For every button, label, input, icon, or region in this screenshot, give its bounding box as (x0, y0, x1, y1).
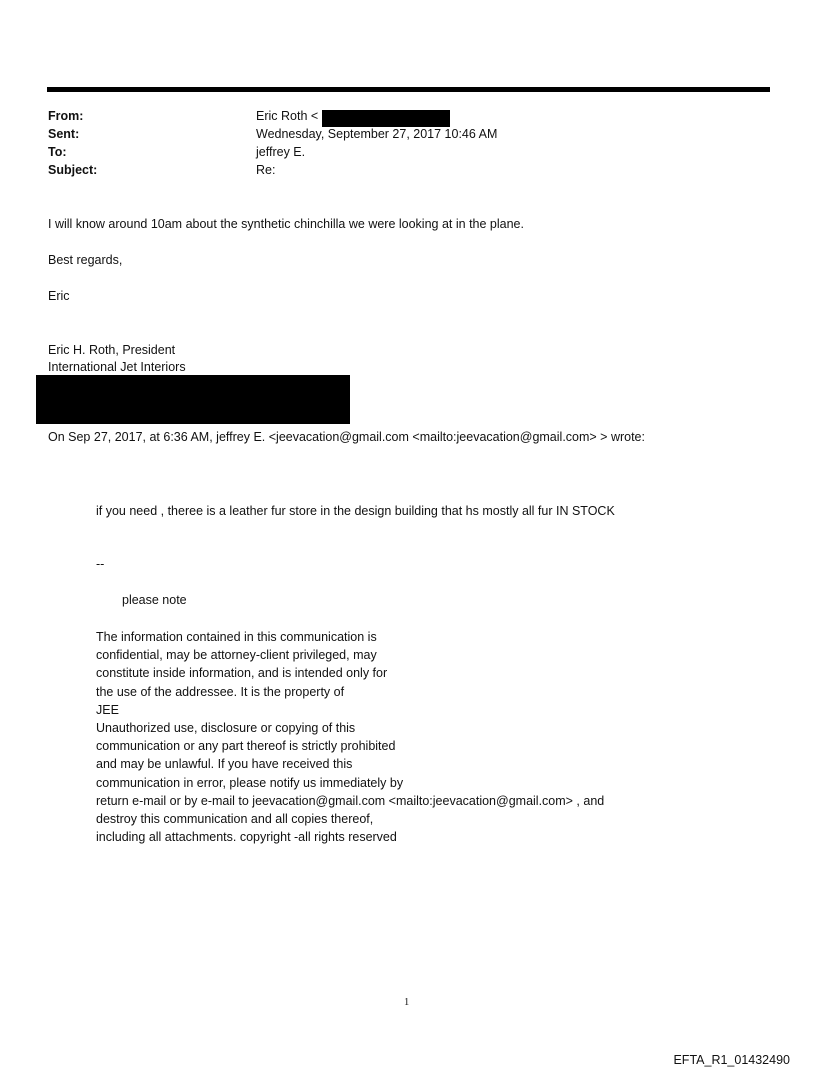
page-number: 1 (404, 997, 410, 1008)
redaction-signature-block (36, 375, 350, 424)
document-id: EFTA_R1_01432490 (673, 1053, 790, 1067)
disclaimer-block (96, 628, 604, 846)
disclaimer-line: The information contained in this communication is (96, 630, 377, 644)
disclaimer-line: destroy this communication and all copies thereof, (96, 811, 374, 826)
quote-separator: -- (96, 557, 105, 571)
disclaimer-line: including all attachments. copyright -all rights reserved (96, 830, 397, 845)
disclaimer-line: communication or any part thereof is strictly prohibited (96, 739, 396, 754)
signature-name-title: Eric H. Roth, President (48, 343, 176, 357)
body-closing: Best regards, (48, 253, 123, 267)
disclaimer-line: communication in error, please notify us immediately by (96, 775, 404, 790)
header-rule (47, 87, 770, 92)
sent-label: Sent: (48, 127, 80, 141)
to-label: To: (48, 145, 67, 159)
disclaimer-line: return e-mail or by e-mail to jeevacation@gmail.com <mailto:jeevacation@gmail.com> , and (96, 793, 605, 808)
disclaimer-line: the use of the addressee. It is the property of (96, 684, 345, 699)
signature-company: International Jet Interiors (48, 360, 186, 374)
subject-value: Re: (256, 163, 276, 177)
disclaimer-line: constitute inside information, and is intended only for (96, 666, 388, 681)
disclaimer-line: JEE (96, 702, 119, 717)
subject-label: Subject: (48, 163, 98, 177)
quote-attribution: On Sep 27, 2017, at 6:36 AM, jeffrey E. <jeevacation@gmail.com <mailto:jeevacation@gmail.com> > wrote: (48, 430, 645, 444)
from-label: From: (48, 109, 84, 123)
disclaimer-line: confidential, may be attorney-client privileged, may (96, 648, 377, 663)
disclaimer-line: and may be unlawful. If you have received this (96, 757, 353, 772)
to-value: jeffrey E. (256, 145, 306, 159)
redaction-from-email (322, 110, 450, 127)
disclaimer-line: Unauthorized use, disclosure or copying of this (96, 720, 356, 735)
from-value: Eric Roth < (256, 109, 319, 123)
quote-message: if you need , theree is a leather fur store in the design building that hs mostly all fur IN STOCK (96, 504, 615, 518)
body-line-1: I will know around 10am about the synthetic chinchilla we were looking at in the plane. (48, 217, 524, 231)
please-note: please note (122, 593, 187, 607)
sent-value: Wednesday, September 27, 2017 10:46 AM (256, 127, 498, 141)
body-sign-name: Eric (48, 289, 70, 303)
